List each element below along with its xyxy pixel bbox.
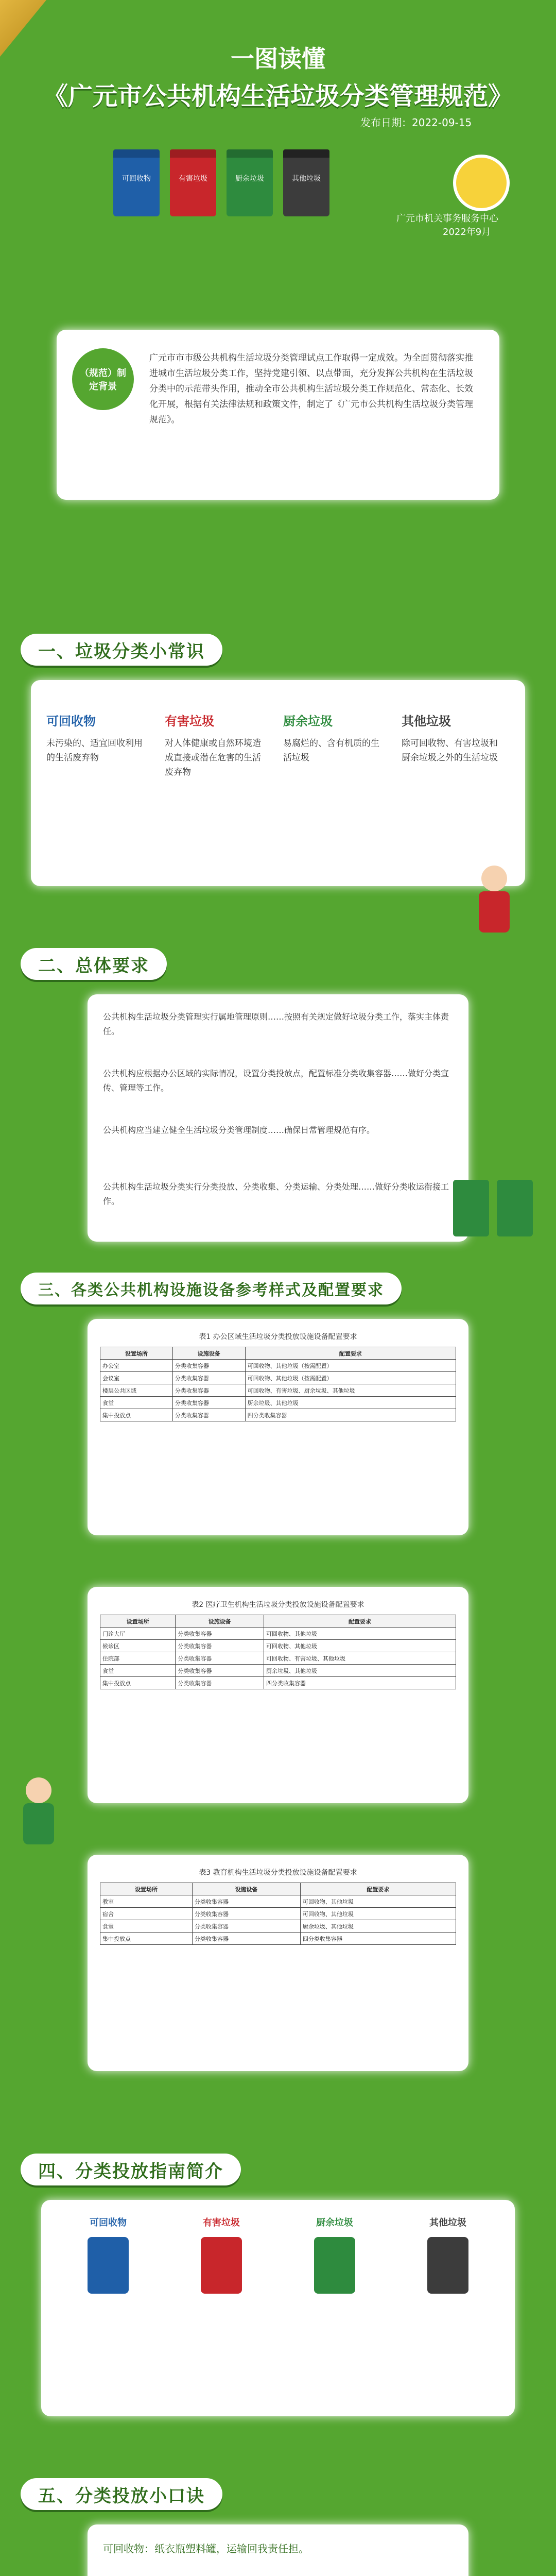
guide-bin: [314, 2237, 355, 2294]
requirement-item: 公共机构生活垃圾分类实行分类投放、分类收集、分类运输、分类处理……做好分类收运衔接工作。: [103, 1182, 449, 1206]
guide-title: 可回收物: [90, 2217, 127, 2228]
config-table: 设置场所 设施设备 配置要求 办公室 分类收集容器 可回收物、其他垃圾（按需配置） 会议室 分类收集容器 可回收物、其他垃圾（按需配置） 楼层公共区域 分类收集容器 可回收物、有害垃圾、厨余垃圾、其他垃圾 食堂 分类收集容器 厨余垃圾、其他垃圾 集中投放点 分类收集容器 四分类收集容器: [100, 1347, 456, 1421]
guide-card: [41, 2200, 515, 2416]
guide-title: 厨余垃圾: [316, 2217, 353, 2228]
requirement-item: 公共机构应当建立健全生活垃圾分类管理制度……确保日常管理规范有序。: [103, 1125, 375, 1135]
section-title-1: 一、垃圾分类小常识: [21, 634, 222, 666]
header-bins: [113, 129, 340, 232]
knowledge-item: [165, 711, 268, 779]
rhyme-card: [88, 2524, 468, 2576]
bin-kitchen: 厨余垃圾: [227, 149, 273, 216]
sun-icon: [453, 155, 510, 211]
table-card-2: [88, 1587, 468, 1803]
side-bins: [453, 1170, 541, 1247]
knowledge-item: [402, 711, 505, 765]
page-title: 《广元市公共机构生活垃圾分类管理规范》: [43, 82, 513, 111]
section-title-4: 四、分类投放指南简介: [21, 2154, 241, 2185]
section-title-5: 五、分类投放小口诀: [21, 2478, 222, 2510]
header-date: 发布日期：2022-09-15: [360, 116, 472, 129]
knowledge-item: [283, 711, 386, 765]
guide-title: 其他垃圾: [429, 2217, 466, 2228]
table-card-3: [88, 1855, 468, 2071]
guide-bin: [88, 2237, 129, 2294]
bin-other: 其他垃圾: [283, 149, 329, 216]
bin-recyclable: 可回收物: [113, 149, 160, 216]
requirement-item: 公共机构生活垃圾分类管理实行属地管理原则……按照有关规定做好垃圾分类工作，落实主体责任。: [103, 1012, 449, 1036]
rhyme-line: 可回收物：纸衣瓶塑料罐，运输回我责任担。: [103, 2543, 309, 2555]
guide-title: 有害垃圾: [203, 2217, 240, 2228]
guide-column: [402, 2215, 494, 2401]
knowledge-text: 易腐烂的、含有机质的生活垃圾: [283, 738, 379, 763]
knowledge-title: 厨余垃圾: [283, 714, 333, 728]
knowledge-item: [46, 711, 149, 765]
requirement-item: 公共机构应根据办公区域的实际情况，设置分类投放点，配置标准分类收集容器……做好分类宣传、管理等工作。: [103, 1069, 449, 1093]
header-kicker: 一图读懂: [231, 45, 325, 73]
background-tag: （规范）制定背景: [72, 348, 134, 410]
table-caption: 表2 医疗卫生机构生活垃圾分类投放设施设备配置要求: [192, 1601, 364, 1609]
config-table: 设置场所 设施设备 配置要求 门诊大厅 分类收集容器 可回收物、其他垃圾 候诊区 分类收集容器 可回收物、其他垃圾 住院部 分类收集容器 可回收物、有害垃圾、其他垃圾 食堂 分类收集容器 厨余垃圾、其他垃圾 集中投放点 分类收集容器 四分类收集容器: [100, 1615, 456, 1689]
requirements-card: [88, 994, 468, 1242]
knowledge-text: 除可回收物、有害垃圾和厨余垃圾之外的生活垃圾: [402, 738, 498, 763]
config-table: 设置场所 设施设备 配置要求 教室 分类收集容器 可回收物、其他垃圾 宿舍 分类收集容器 可回收物、其他垃圾 食堂 分类收集容器 厨余垃圾、其他垃圾 集中投放点 分类收集容器 四分类收集容器: [100, 1883, 456, 1945]
section-title-3: 三、各类公共机构设施设备参考样式及配置要求: [21, 1273, 402, 1304]
table-card-1: [88, 1319, 468, 1535]
header-issuer: 广元市机关事务服务中心: [396, 213, 498, 224]
guide-column: [288, 2215, 381, 2401]
cartoon-sweeper: [463, 866, 525, 948]
knowledge-title: 可回收物: [46, 714, 96, 728]
table-caption: 表1 办公区域生活垃圾分类投放设施设备配置要求: [199, 1333, 357, 1341]
knowledge-card: [31, 680, 525, 886]
knowledge-text: 未污染的、适宜回收利用的生活废弃物: [46, 738, 143, 763]
section-title-2: 二、总体要求: [21, 948, 167, 980]
bin-hazardous: 有害垃圾: [170, 149, 216, 216]
guide-column: [62, 2215, 154, 2401]
guide-bin: [427, 2237, 468, 2294]
background-card: [57, 330, 499, 500]
background-text: 广元市市市级公共机构生活垃圾分类管理试点工作取得一定成效。为全面贯彻落实推进城市生活垃圾分类工作，坚持党建引领、以点带面，充分发挥公共机构在生活垃圾分类中的示范带头作用，推动全市公共机构生活垃圾分类工作规范化、常态化、长效化开展，根据有关法律法规和政策文件，制定了《广元市公共机构生活垃圾分类管理规范》。: [149, 353, 473, 425]
table-caption: 表3 教育机构生活垃圾分类投放设施设备配置要求: [199, 1869, 357, 1877]
knowledge-text: 对人体健康或自然环境造成直接或潜在危害的生活废弃物: [165, 738, 261, 777]
guide-bin: [201, 2237, 242, 2294]
cartoon-worker: [10, 1777, 67, 1855]
guide-column: [175, 2215, 268, 2401]
header-issuer-date: 2022年9月: [443, 227, 491, 238]
knowledge-title: 有害垃圾: [165, 714, 214, 728]
knowledge-title: 其他垃圾: [402, 714, 451, 728]
header: [0, 0, 556, 319]
